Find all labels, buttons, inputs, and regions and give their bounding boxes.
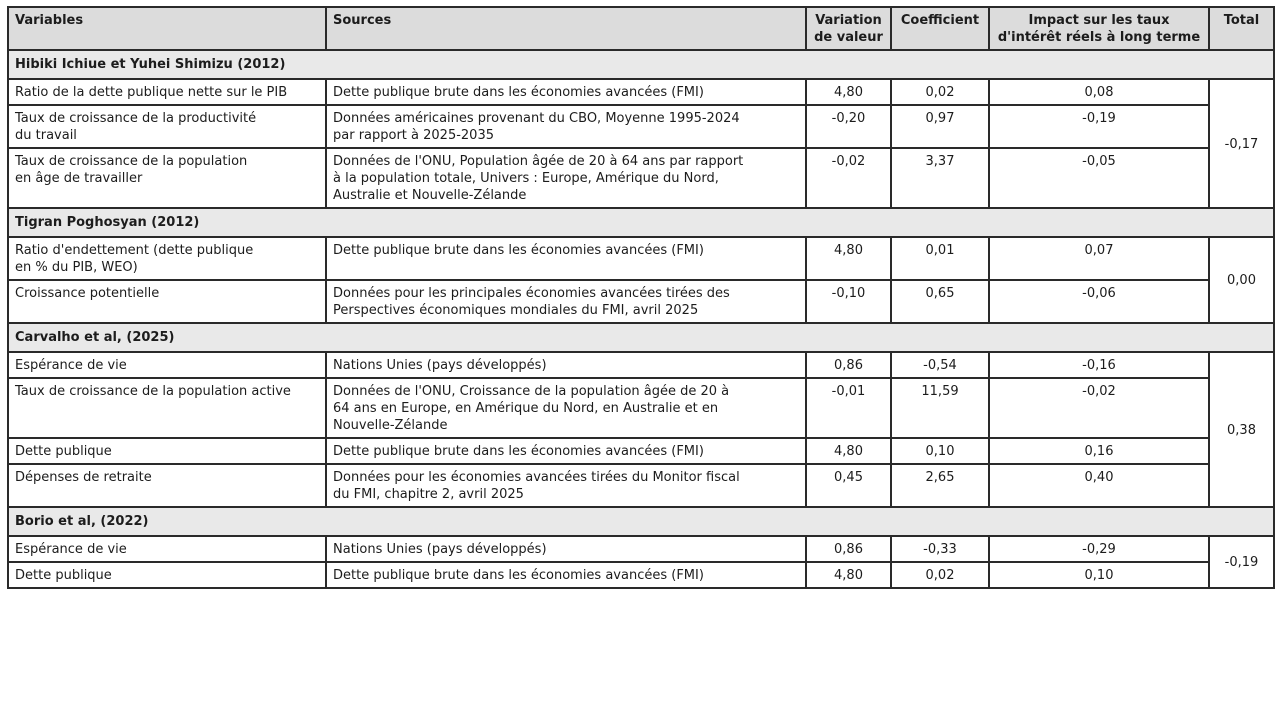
variable-cell: Dépenses de retraite — [8, 464, 326, 507]
source-cell: Nations Unies (pays développés) — [326, 536, 806, 562]
impact-cell: 0,16 — [989, 438, 1209, 464]
variable-cell: Taux de croissance de la productivité du travail — [8, 105, 326, 148]
coefficient-cell: 0,97 — [891, 105, 989, 148]
source-cell: Nations Unies (pays développés) — [326, 352, 806, 378]
variable-cell: Ratio d'endettement (dette publique en % du PIB, WEO) — [8, 237, 326, 280]
source-cell: Données de l'ONU, Population âgée de 20 à 64 ans par rapport à la population totale, Univers : Europe, Amérique du Nord, Australie et Nouvelle-Zélande — [326, 148, 806, 208]
source-cell: Dette publique brute dans les économies avancées (FMI) — [326, 79, 806, 105]
source-cell: Données pour les principales économies avancées tirées des Perspectives économiques mondiales du FMI, avril 2025 — [326, 280, 806, 323]
coefficient-cell: 0,02 — [891, 562, 989, 588]
group-header-row — [8, 208, 1274, 237]
header-variation: Variation de valeur — [806, 7, 891, 50]
impact-cell: -0,02 — [989, 378, 1209, 438]
coefficient-cell: 0,02 — [891, 79, 989, 105]
variable-cell: Espérance de vie — [8, 352, 326, 378]
variable-cell: Taux de croissance de la population en âge de travailler — [8, 148, 326, 208]
variation-cell: 4,80 — [806, 562, 891, 588]
table-row — [8, 352, 1274, 378]
variation-cell: 4,80 — [806, 438, 891, 464]
table-row — [8, 562, 1274, 588]
header-coefficient: Coefficient — [891, 7, 989, 50]
header-sources: Sources — [326, 7, 806, 50]
total-cell: -0,17 — [1209, 79, 1274, 208]
impact-cell: 0,07 — [989, 237, 1209, 280]
variable-cell: Dette publique — [8, 562, 326, 588]
table-container — [7, 6, 1275, 589]
variable-cell: Taux de croissance de la population active — [8, 378, 326, 438]
table-row — [8, 237, 1274, 280]
group-title: Carvalho et al, (2025) — [8, 323, 1274, 352]
header-row — [8, 7, 1274, 50]
total-cell: 0,00 — [1209, 237, 1274, 323]
impact-cell: 0,08 — [989, 79, 1209, 105]
coefficient-cell: 3,37 — [891, 148, 989, 208]
variation-cell: 0,86 — [806, 536, 891, 562]
impact-cell: -0,19 — [989, 105, 1209, 148]
group-title: Hibiki Ichiue et Yuhei Shimizu (2012) — [8, 50, 1274, 79]
source-cell: Données américaines provenant du CBO, Moyenne 1995-2024 par rapport à 2025-2035 — [326, 105, 806, 148]
impact-cell: -0,29 — [989, 536, 1209, 562]
header-variables: Variables — [8, 7, 326, 50]
coefficient-cell: 11,59 — [891, 378, 989, 438]
source-cell: Données de l'ONU, Croissance de la population âgée de 20 à 64 ans en Europe, en Amérique du Nord, en Australie et en Nouvelle-Zélande — [326, 378, 806, 438]
variation-cell: -0,01 — [806, 378, 891, 438]
group-header-row — [8, 507, 1274, 536]
coefficient-cell: 2,65 — [891, 464, 989, 507]
table-row — [8, 79, 1274, 105]
table-row — [8, 280, 1274, 323]
impact-cell: -0,06 — [989, 280, 1209, 323]
impact-cell: 0,40 — [989, 464, 1209, 507]
coefficient-cell: 0,01 — [891, 237, 989, 280]
variation-cell: -0,20 — [806, 105, 891, 148]
variation-cell: 0,86 — [806, 352, 891, 378]
header-impact: Impact sur les taux d'intérêt réels à long terme — [989, 7, 1209, 50]
variation-cell: 0,45 — [806, 464, 891, 507]
total-cell: 0,38 — [1209, 352, 1274, 507]
coefficient-cell: 0,10 — [891, 438, 989, 464]
group-header-row — [8, 50, 1274, 79]
source-cell: Dette publique brute dans les économies avancées (FMI) — [326, 237, 806, 280]
group-title: Tigran Poghosyan (2012) — [8, 208, 1274, 237]
table-row — [8, 148, 1274, 208]
variation-cell: 4,80 — [806, 237, 891, 280]
table-row — [8, 378, 1274, 438]
variable-cell: Espérance de vie — [8, 536, 326, 562]
table-row — [8, 438, 1274, 464]
interest-rate-impact-table — [7, 6, 1275, 589]
variation-cell: -0,02 — [806, 148, 891, 208]
impact-cell: -0,05 — [989, 148, 1209, 208]
variable-cell: Dette publique — [8, 438, 326, 464]
table-row — [8, 464, 1274, 507]
source-cell: Dette publique brute dans les économies avancées (FMI) — [326, 438, 806, 464]
impact-cell: -0,16 — [989, 352, 1209, 378]
coefficient-cell: -0,54 — [891, 352, 989, 378]
source-cell: Données pour les économies avancées tirées du Monitor fiscal du FMI, chapitre 2, avril 2025 — [326, 464, 806, 507]
impact-cell: 0,10 — [989, 562, 1209, 588]
variation-cell: -0,10 — [806, 280, 891, 323]
header-total: Total — [1209, 7, 1274, 50]
coefficient-cell: -0,33 — [891, 536, 989, 562]
table-row — [8, 105, 1274, 148]
source-cell: Dette publique brute dans les économies avancées (FMI) — [326, 562, 806, 588]
table-body — [8, 50, 1274, 588]
total-cell: -0,19 — [1209, 536, 1274, 588]
coefficient-cell: 0,65 — [891, 280, 989, 323]
group-header-row — [8, 323, 1274, 352]
variation-cell: 4,80 — [806, 79, 891, 105]
group-title: Borio et al, (2022) — [8, 507, 1274, 536]
variable-cell: Ratio de la dette publique nette sur le PIB — [8, 79, 326, 105]
variable-cell: Croissance potentielle — [8, 280, 326, 323]
table-row — [8, 536, 1274, 562]
